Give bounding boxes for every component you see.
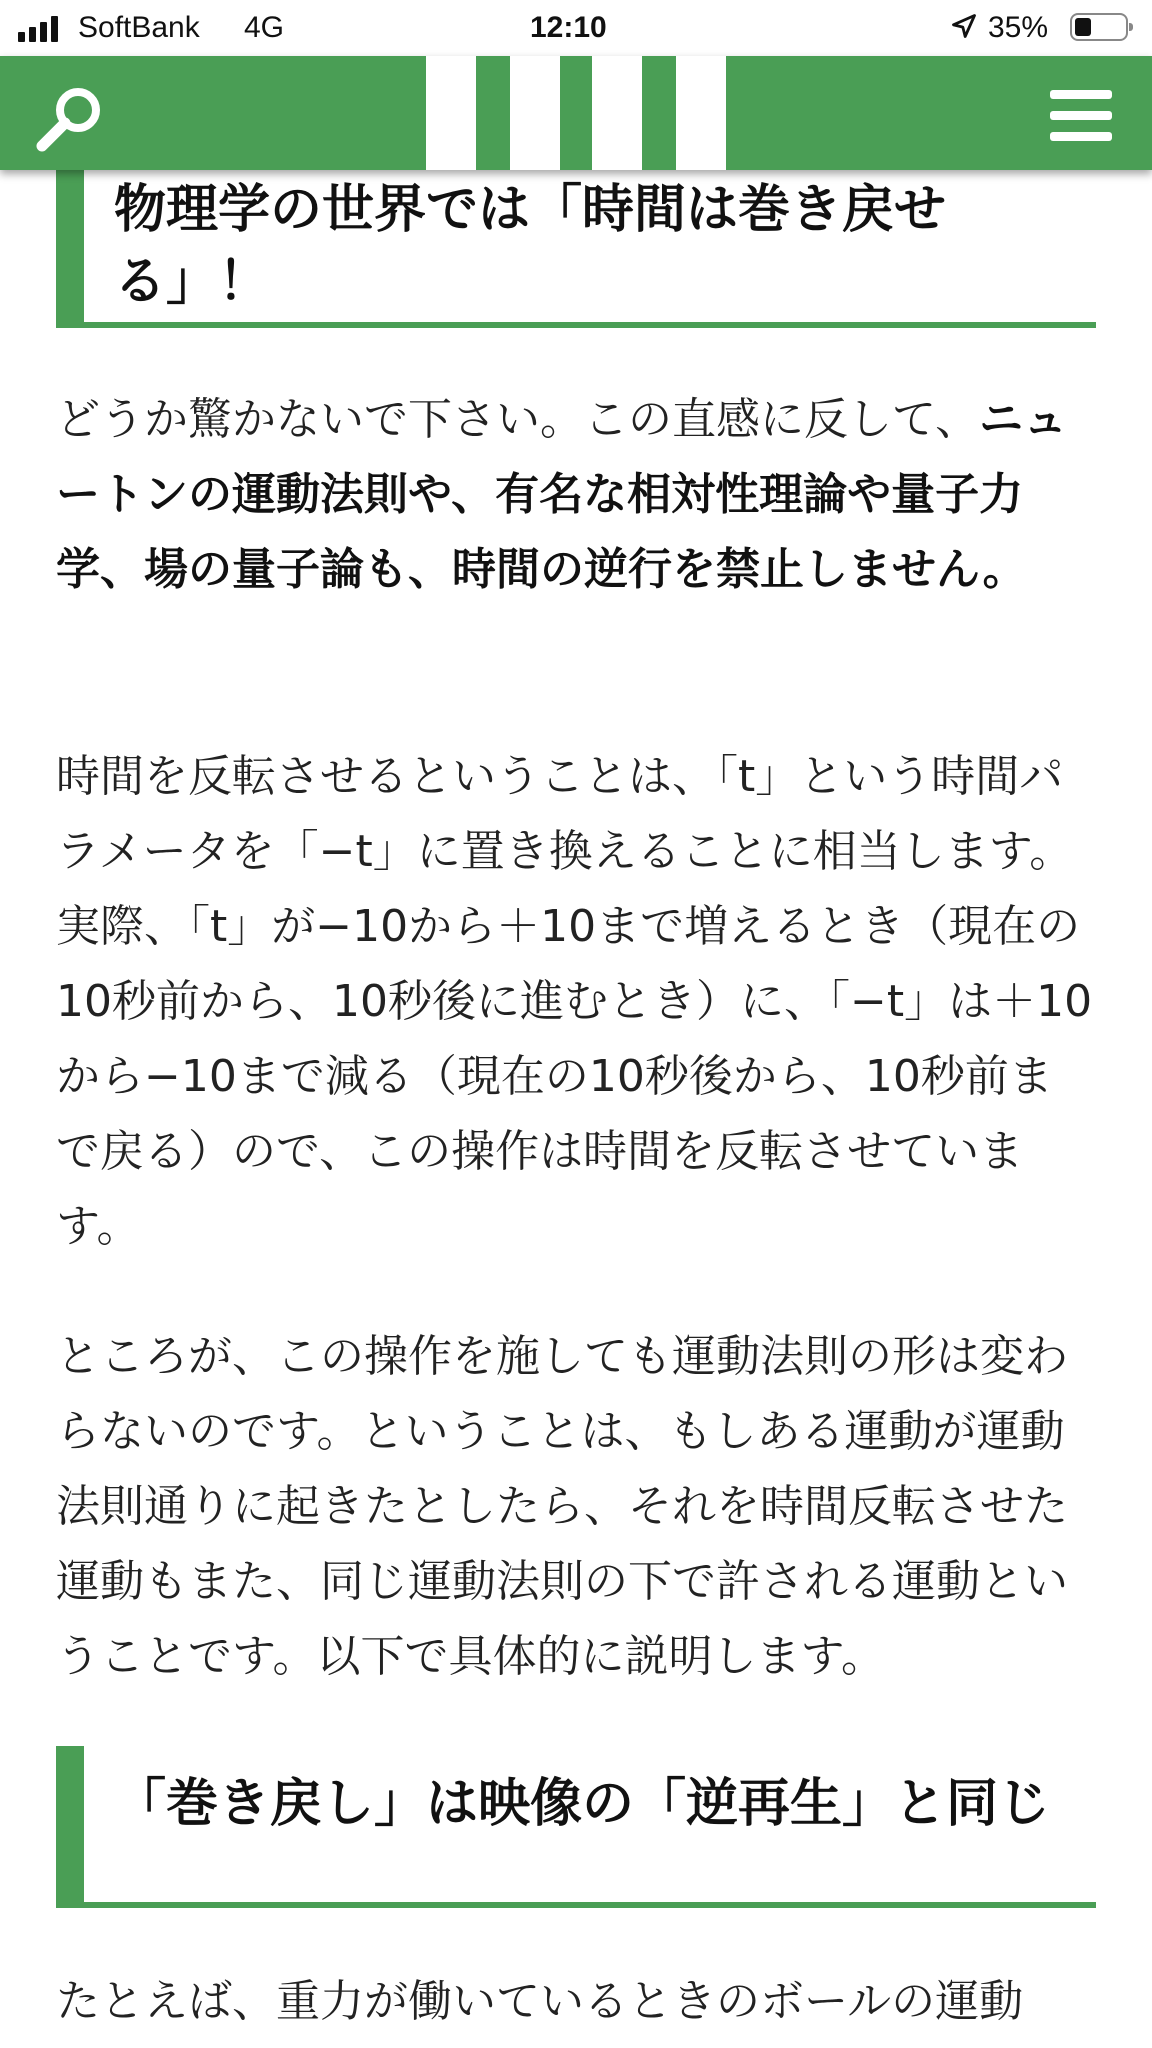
search-icon[interactable] <box>30 78 110 158</box>
site-logo[interactable] <box>426 56 726 170</box>
carrier-name: SoftBank <box>78 11 200 44</box>
network-type: 4G <box>244 11 285 44</box>
paragraph-motion-law: ところが、この操作を施しても運動法則の形は変わらないのです。ということは、もしある運動が運動法則通りに起きたとしたら、それを時間反転させた運動もまた、同じ運動法則の下で許される運動ということです。以下で具体的に説明します。 <box>56 1331 1068 1682</box>
paragraph-ball-example: たとえば、重力が働いているときのボールの運動 <box>56 1976 1024 2027</box>
intro-text: どうか驚かないで下さい。この直感に反して、 <box>56 394 980 445</box>
status-bar <box>0 0 1152 56</box>
paragraph-time-parameter: 時間を反転させるということは、「t」という時間パラメータを「−t」に置き換えることに相当します。実際、「t」が−10から＋10まで増えるとき（現在の10秒前から、10秒後に進むとき）に、「−t」は＋10から−10まで減る（現在の10秒後から、10秒前まで戻る）ので、この操作は時間を反転させています。 <box>56 751 1093 1252</box>
section-heading-time-reversible: 物理学の世界では「時間は巻き戻せる」！ <box>56 170 1096 328</box>
article-body <box>0 170 1152 2048</box>
battery-percentage: 35% <box>988 11 1049 44</box>
location-arrow-icon <box>950 12 978 40</box>
site-header <box>0 56 1152 170</box>
intro-bold-text: ニュートンの運動法則や、有名な相対性理論や量子力学、場の量子論も、時間の逆行を禁止しません。 <box>56 394 1068 595</box>
hamburger-menu-icon[interactable] <box>1050 90 1112 142</box>
cellular-signal-icon <box>18 14 58 42</box>
clock: 12:10 <box>530 11 607 44</box>
battery-icon <box>1070 13 1128 41</box>
section-heading-rewind: 「巻き戻し」は映像の「逆再生」と同じ <box>56 1746 1096 1908</box>
paragraph-intro <box>56 382 1096 607</box>
